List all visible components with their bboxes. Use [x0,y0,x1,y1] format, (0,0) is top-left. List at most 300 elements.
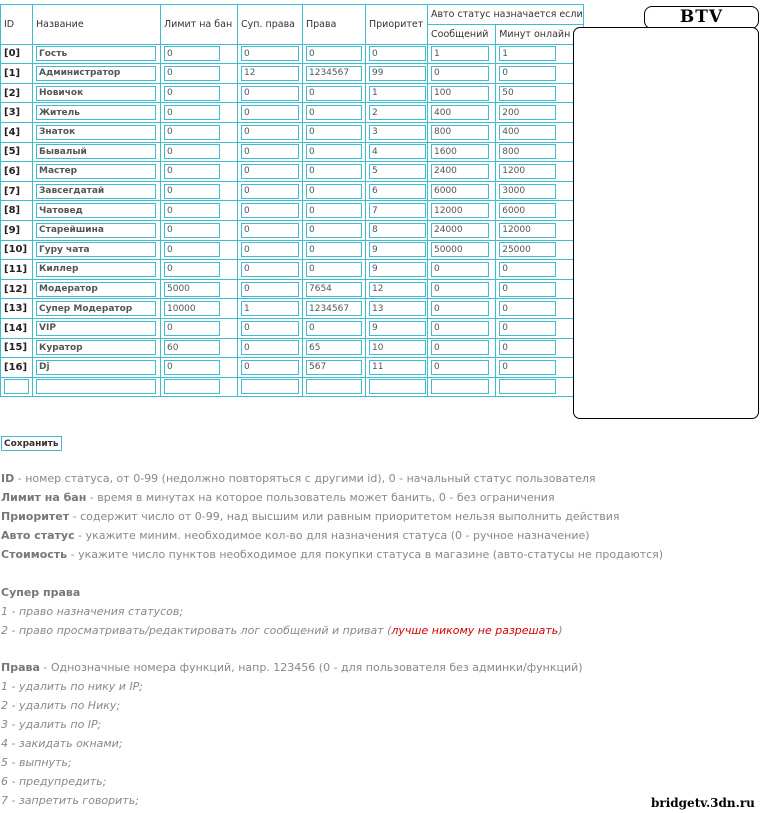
table-cell [366,201,428,221]
super-rights-input[interactable] [241,262,299,277]
column-header-priority: Приоритет [366,5,428,45]
table-cell [366,338,428,358]
status-table [0,4,584,397]
minutes-online-input[interactable] [499,86,556,101]
new-ban-limit-input[interactable] [164,379,220,394]
new-rights-input[interactable] [306,379,362,394]
table-cell [496,64,583,84]
table-cell [238,279,303,299]
table-cell [428,358,496,378]
messages-input[interactable] [431,86,489,101]
name-input[interactable] [36,184,156,199]
name-input[interactable] [36,242,156,257]
table-cell [496,181,583,201]
minutes-online-input[interactable] [499,321,556,336]
column-header-rights: Права [303,5,366,45]
priority-input[interactable] [369,301,426,316]
minutes-online-input[interactable] [499,164,556,179]
name-input[interactable] [36,282,156,297]
ban-limit-input[interactable] [164,105,220,120]
super-rights-input[interactable] [241,46,299,61]
name-input[interactable] [36,46,156,61]
table-cell [366,299,428,319]
table-cell [161,377,238,397]
table-cell [496,358,583,378]
rights-input[interactable] [306,105,362,120]
name-input[interactable] [36,164,156,179]
table-cell [161,83,238,103]
name-input[interactable] [36,262,156,277]
table-row [1,338,584,358]
status-id: [0] [1,44,33,64]
rights-input[interactable] [306,301,362,316]
table-cell [33,142,161,162]
super-rights-input[interactable] [241,203,299,218]
table-cell [428,44,496,64]
table-cell [238,240,303,260]
table-cell [238,358,303,378]
table-cell [366,220,428,240]
table-row [1,318,584,338]
status-id: [15] [1,338,33,358]
status-id: [13] [1,299,33,319]
help-ban-limit: Лимит на бан - время в минутах на которое пользователь может банить, 0 - без ограничения [1,491,555,504]
table-cell [496,83,583,103]
messages-input[interactable] [431,262,489,277]
priority-input[interactable] [369,223,426,238]
priority-input[interactable] [369,321,426,336]
help-rights: Права - Однозначные номера функций, напр. 123456 (0 - для пользователя без админки/функций) [1,661,583,674]
column-header-messages: Сообщений [428,25,496,45]
super-rights-input[interactable] [241,301,299,316]
table-cell [366,44,428,64]
priority-input[interactable] [369,105,426,120]
table-row [1,260,584,280]
minutes-online-input[interactable] [499,340,556,355]
rights-input[interactable] [306,223,362,238]
table-cell [428,338,496,358]
new-id-cell [1,377,33,397]
status-id: [1] [1,64,33,84]
messages-input[interactable] [431,125,489,140]
super-rights-item-2: 2 - право просматривать/редактировать лог сообщений и приват (лучше никому не разрешать) [1,624,563,637]
table-cell [161,181,238,201]
messages-input[interactable] [431,360,489,375]
priority-input[interactable] [369,340,426,355]
table-cell [33,44,161,64]
status-id: [4] [1,122,33,142]
table-cell [33,220,161,240]
table-cell [366,181,428,201]
status-id: [2] [1,83,33,103]
table-cell [238,220,303,240]
table-cell [303,201,366,221]
table-cell [496,279,583,299]
table-cell [303,299,366,319]
table-cell [496,103,583,123]
table-row [1,299,584,319]
table-cell [238,64,303,84]
new-minutes-online-input[interactable] [499,379,556,394]
table-row [1,83,584,103]
table-row [1,64,584,84]
ban-limit-input[interactable] [164,86,220,101]
super-rights-input[interactable] [241,86,299,101]
status-id: [8] [1,201,33,221]
name-input[interactable] [36,125,156,140]
priority-input[interactable] [369,46,426,61]
priority-input[interactable] [369,66,426,81]
header-row [1,5,584,25]
table-cell [238,338,303,358]
name-input[interactable] [36,340,156,355]
messages-input[interactable] [431,301,489,316]
status-id: [10] [1,240,33,260]
table-cell [303,64,366,84]
table-cell [161,338,238,358]
table-row [1,181,584,201]
status-id: [16] [1,358,33,378]
ban-limit-input[interactable] [164,46,220,61]
table-cell [303,220,366,240]
messages-input[interactable] [431,340,489,355]
btv-logo: BTV [644,6,759,29]
table-cell [496,240,583,260]
super-rights-item-1: 1 - право назначения статусов; [1,605,184,618]
table-cell [366,279,428,299]
minutes-online-input[interactable] [499,242,556,257]
ban-limit-input[interactable] [164,66,220,81]
status-id: [12] [1,279,33,299]
table-cell [366,162,428,182]
watermark: bridgetv.3dn.ru [651,796,755,810]
rights-input[interactable] [306,242,362,257]
table-row [1,377,584,397]
rights-input[interactable] [306,262,362,277]
table-row [1,122,584,142]
table-cell [161,201,238,221]
minutes-online-input[interactable] [499,125,556,140]
super-rights-input[interactable] [241,223,299,238]
rights-input[interactable] [306,164,362,179]
ban-limit-input[interactable] [164,282,220,297]
status-id: [11] [1,260,33,280]
minutes-online-input[interactable] [499,46,556,61]
table-cell [161,142,238,162]
table-cell [366,240,428,260]
help-auto-status: Авто статус - укажите миним. необходимое кол-во для назначения статуса (0 - ручное назначение) [1,529,590,542]
table-cell [496,162,583,182]
column-header-minutes-online: Минут онлайн [496,25,583,45]
messages-input[interactable] [431,66,489,81]
table-cell [428,122,496,142]
table-cell [238,318,303,338]
rights-input[interactable] [306,282,362,297]
column-header-id: ID [1,5,33,45]
table-cell [366,377,428,397]
messages-input[interactable] [431,282,489,297]
ban-limit-input[interactable] [164,321,220,336]
table-cell [238,260,303,280]
table-cell [496,142,583,162]
table-cell [303,44,366,64]
priority-input[interactable] [369,360,426,375]
table-cell [33,358,161,378]
help-id: ID - номер статуса, от 0-99 (недолжно повторяться с другими id), 0 - начальный статус пользователя [1,472,596,485]
table-cell [303,338,366,358]
name-input[interactable] [36,321,156,336]
table-cell [428,201,496,221]
table-cell [366,122,428,142]
table-row [1,44,584,64]
new-super-rights-input[interactable] [241,379,299,394]
table-cell [33,299,161,319]
table-cell [33,318,161,338]
table-cell [238,122,303,142]
priority-input[interactable] [369,262,426,277]
table-cell [238,299,303,319]
table-cell [496,44,583,64]
messages-input[interactable] [431,321,489,336]
ban-limit-input[interactable] [164,203,220,218]
minutes-online-input[interactable] [499,203,556,218]
super-rights-input[interactable] [241,105,299,120]
minutes-online-input[interactable] [499,223,556,238]
status-id: [6] [1,162,33,182]
side-panel [573,27,759,419]
name-input[interactable] [36,105,156,120]
rights-input[interactable] [306,360,362,375]
super-rights-input[interactable] [241,144,299,159]
table-cell [33,201,161,221]
super-rights-title: Супер права [1,586,81,599]
table-cell [33,260,161,280]
table-cell [238,103,303,123]
table-cell [428,260,496,280]
messages-input[interactable] [431,242,489,257]
table-cell [161,260,238,280]
table-cell [161,299,238,319]
table-cell [496,318,583,338]
ban-limit-input[interactable] [164,184,220,199]
ban-limit-input[interactable] [164,144,220,159]
table-cell [33,64,161,84]
ban-limit-input[interactable] [164,340,220,355]
table-cell [33,181,161,201]
super-rights-input[interactable] [241,184,299,199]
table-cell [428,377,496,397]
column-header-auto-status: Авто статус назначается если [428,5,584,25]
table-cell [496,338,583,358]
table-cell [496,122,583,142]
table-cell [303,318,366,338]
priority-input[interactable] [369,184,426,199]
table-cell [33,122,161,142]
new-messages-input[interactable] [431,379,489,394]
table-cell [303,279,366,299]
table-cell [496,377,583,397]
table-cell [161,279,238,299]
name-input[interactable] [36,86,156,101]
table-cell [366,358,428,378]
table-cell [238,377,303,397]
table-cell [303,122,366,142]
name-input[interactable] [36,144,156,159]
rights-input[interactable] [306,66,362,81]
table-cell [238,201,303,221]
priority-input[interactable] [369,86,426,101]
table-cell [366,260,428,280]
table-cell [496,260,583,280]
messages-input[interactable] [431,223,489,238]
table-row [1,103,584,123]
rights-item: 5 - выпнуть; [1,756,72,769]
table-cell [366,103,428,123]
table-cell [238,162,303,182]
priority-input[interactable] [369,125,426,140]
super-rights-input[interactable] [241,125,299,140]
table-row [1,201,584,221]
messages-input[interactable] [431,144,489,159]
minutes-online-input[interactable] [499,184,556,199]
table-cell [161,162,238,182]
rights-input[interactable] [306,184,362,199]
table-cell [303,103,366,123]
super-rights-input[interactable] [241,340,299,355]
minutes-online-input[interactable] [499,301,556,316]
messages-input[interactable] [431,184,489,199]
name-input[interactable] [36,223,156,238]
rights-input[interactable] [306,86,362,101]
minutes-online-input[interactable] [499,144,556,159]
priority-input[interactable] [369,144,426,159]
minutes-online-input[interactable] [499,262,556,277]
rights-item: 7 - запретить говорить; [1,794,139,807]
super-rights-input[interactable] [241,164,299,179]
messages-input[interactable] [431,46,489,61]
ban-limit-input[interactable] [164,301,220,316]
table-cell [428,299,496,319]
messages-input[interactable] [431,203,489,218]
minutes-online-input[interactable] [499,282,556,297]
name-input[interactable] [36,203,156,218]
ban-limit-input[interactable] [164,242,220,257]
table-cell [33,338,161,358]
rights-item: 4 - закидать окнами; [1,737,123,750]
table-cell [161,220,238,240]
ban-limit-input[interactable] [164,164,220,179]
new-priority-input[interactable] [369,379,426,394]
table-row [1,220,584,240]
super-rights-input[interactable] [241,282,299,297]
ban-limit-input[interactable] [164,125,220,140]
table-cell [496,201,583,221]
help-priority: Приоритет - содержит число от 0-99, над высшим или равным приоритетом нельзя выполнить действия [1,510,620,523]
status-id: [5] [1,142,33,162]
table-cell [428,142,496,162]
table-cell [161,358,238,378]
table-cell [238,83,303,103]
rights-input[interactable] [306,144,362,159]
save-button[interactable]: Сохранить [1,436,62,451]
table-cell [428,103,496,123]
table-cell [428,181,496,201]
table-cell [496,220,583,240]
table-cell [303,377,366,397]
priority-input[interactable] [369,242,426,257]
table-cell [366,64,428,84]
table-cell [238,142,303,162]
minutes-online-input[interactable] [499,66,556,81]
table-cell [161,64,238,84]
rights-item: 6 - предупредить; [1,775,107,788]
rights-input[interactable] [306,340,362,355]
ban-limit-input[interactable] [164,262,220,277]
table-cell [161,318,238,338]
table-cell [428,162,496,182]
table-cell [238,44,303,64]
priority-input[interactable] [369,164,426,179]
ban-limit-input[interactable] [164,223,220,238]
help-cost: Стоимость - укажите число пунктов необходимое для покупки статуса в магазине (авто-статусы не продаются) [1,548,664,561]
name-input[interactable] [36,301,156,316]
new-name-input[interactable] [36,379,156,394]
priority-input[interactable] [369,282,426,297]
status-id: [9] [1,220,33,240]
status-id: [7] [1,181,33,201]
table-cell [33,83,161,103]
super-rights-input[interactable] [241,66,299,81]
ban-limit-input[interactable] [164,360,220,375]
table-cell [238,181,303,201]
name-input[interactable] [36,360,156,375]
column-header-name: Название [33,5,161,45]
table-cell [428,64,496,84]
table-row [1,162,584,182]
table-cell [161,240,238,260]
rights-item: 3 - удалить по IP; [1,718,102,731]
rights-input[interactable] [306,321,362,336]
super-rights-input[interactable] [241,242,299,257]
table-cell [303,181,366,201]
messages-input[interactable] [431,164,489,179]
table-cell [303,83,366,103]
rights-input[interactable] [306,46,362,61]
rights-input[interactable] [306,125,362,140]
super-rights-input[interactable] [241,321,299,336]
status-id: [14] [1,318,33,338]
table-row [1,358,584,378]
table-cell [303,260,366,280]
super-rights-input[interactable] [241,360,299,375]
table-cell [303,142,366,162]
column-header-ban-limit: Лимит на бан [161,5,238,45]
warning-text: лучше никому не разрешать [391,624,559,637]
minutes-online-input[interactable] [499,360,556,375]
rights-input[interactable] [306,203,362,218]
table-cell [366,142,428,162]
new-id-input[interactable] [4,379,29,394]
messages-input[interactable] [431,105,489,120]
minutes-online-input[interactable] [499,105,556,120]
table-row [1,279,584,299]
priority-input[interactable] [369,203,426,218]
table-cell [496,299,583,319]
table-cell [303,358,366,378]
table-cell [303,240,366,260]
name-input[interactable] [36,66,156,81]
table-cell [161,103,238,123]
